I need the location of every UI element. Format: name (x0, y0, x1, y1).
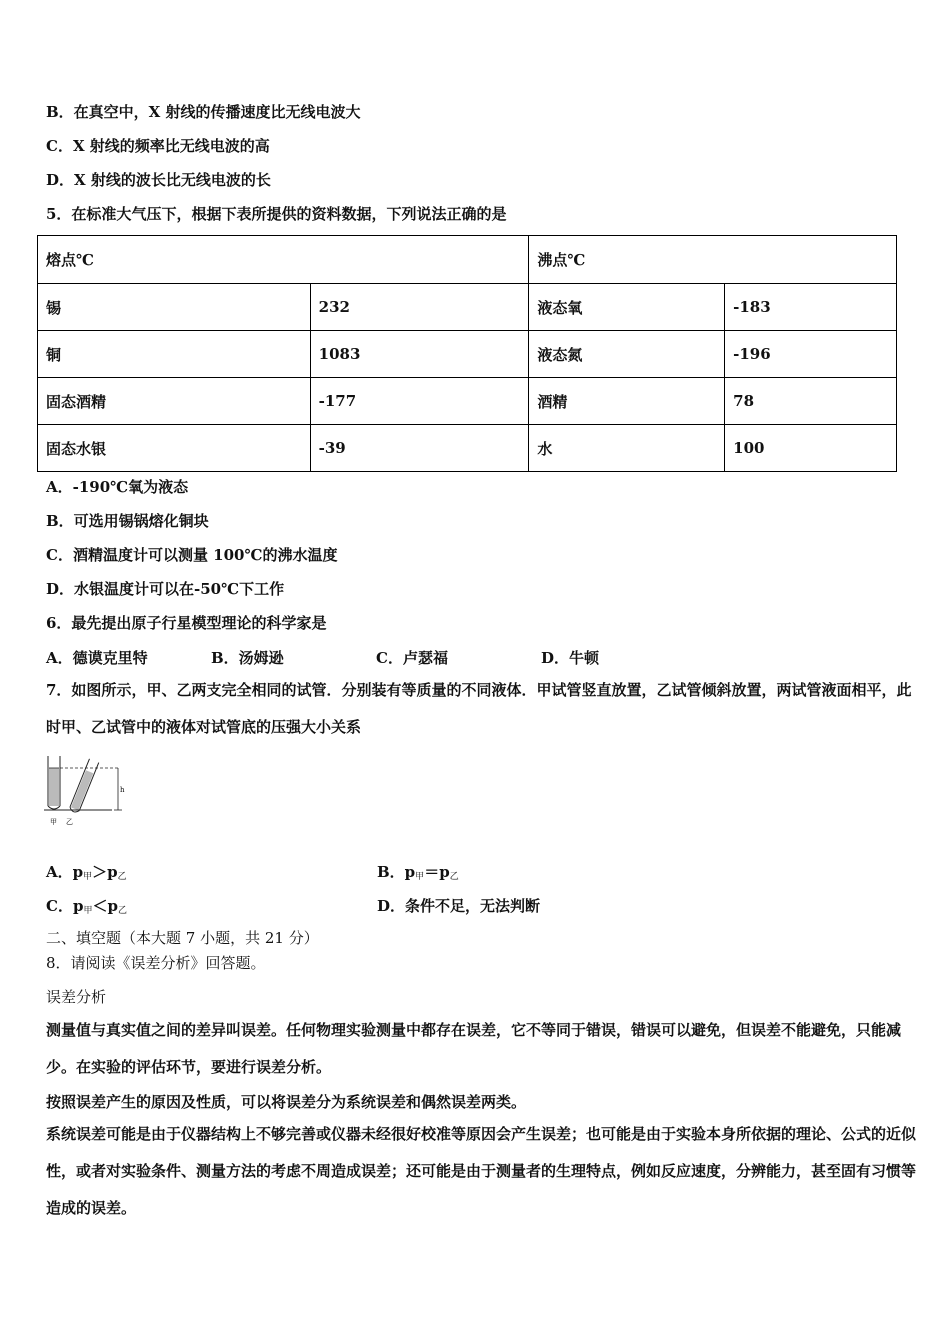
article-paragraph-2: 按照误差产生的原因及性质，可以将误差分为系统误差和偶然误差两类。 (46, 1093, 527, 1111)
q6-option-c: C．卢瑟福 (376, 649, 448, 667)
option-text: C．p (46, 897, 84, 915)
table-cell: 100 (725, 425, 897, 472)
option-text: A．p (46, 863, 84, 881)
article-title: 误差分析 (46, 988, 107, 1006)
q4-option-d: D．X 射线的波长比无线电波的长 (46, 171, 271, 189)
q5-option-d: D．水银温度计可以在-50℃下工作 (46, 580, 285, 598)
q6-stem: 6．最先提出原子行星模型理论的科学家是 (46, 614, 327, 632)
q6-option-b: B．汤姆逊 (211, 649, 284, 667)
q7-option-a (46, 861, 127, 882)
table-header-row (38, 236, 897, 284)
subscript-jia: 甲 (415, 872, 425, 882)
section-2-title: 二、填空题（本大题 7 小题，共 21 分） (46, 929, 319, 947)
q7-stem: 7．如图所示，甲、乙两支完全相同的试管．分别装有等质量的不同液体．甲试管竖直放置，乙试管倾斜放置，两试管液面相平，此时甲、乙试管中的液体对试管底的压强大小关系 (46, 681, 912, 736)
table-cell: 固态水银 (38, 425, 311, 472)
table-cell: 水 (529, 425, 725, 472)
q6-option-a: A．德谟克里特 (46, 649, 148, 667)
option-relation: ＝p (424, 863, 450, 881)
header-melting-point: 熔点℃ (38, 236, 529, 284)
tube-yi (69, 759, 99, 814)
table-cell: -177 (310, 378, 529, 425)
subscript-jia: 甲 (83, 872, 93, 882)
article-paragraph-1: 测量值与真实值之间的差异叫误差。任何物理实验测量中都存在误差，它不等同于错误，错误可以避免，但误差不能避免，只能减少。在实验的评估环节，要进行误差分析。 (46, 1021, 902, 1076)
q7-option-b (377, 861, 459, 882)
label-jia: 甲 (50, 818, 57, 826)
table-cell: 1083 (310, 331, 529, 378)
table-cell: 铜 (38, 331, 311, 378)
q5-option-a: A．-190℃氧为液态 (46, 478, 189, 496)
subscript-yi: 乙 (449, 872, 459, 882)
table-cell: 酒精 (529, 378, 725, 425)
q5-stem: 5．在标准大气压下，根据下表所提供的资料数据，下列说法正确的是 (46, 205, 507, 223)
q7-option-d: D．条件不足，无法判断 (377, 897, 541, 915)
option-relation: ＜p (92, 897, 118, 915)
table-cell: 232 (310, 284, 529, 331)
option-relation: ＞p (92, 863, 118, 881)
option-text: B．p (377, 863, 416, 881)
melting-boiling-table (37, 235, 897, 472)
q8-stem: 8．请阅读《误差分析》回答题。 (46, 954, 266, 972)
table-row (38, 425, 897, 472)
table-cell: -39 (310, 425, 529, 472)
test-tubes-figure (40, 752, 140, 826)
table-cell: 固态酒精 (38, 378, 311, 425)
table-cell: 液态氮 (529, 331, 725, 378)
label-h: h (120, 786, 125, 794)
q5-option-c: C．酒精温度计可以测量 100℃的沸水温度 (46, 546, 338, 564)
table-cell: 锡 (38, 284, 311, 331)
table-row (38, 378, 897, 425)
subscript-yi: 乙 (117, 872, 127, 882)
article-paragraph-3: 系统误差可能是由于仪器结构上不够完善或仪器未经很好校准等原因会产生误差；也可能是由于实验本身所依据的理论、公式的近似性，或者对实验条件、测量方法的考虑不周造成误差；还可能是由于测量者的生理特点，例如反应速度，分辨能力，甚至固有习惯等造成的误差。 (46, 1125, 917, 1217)
q7-option-c (46, 895, 127, 916)
subscript-jia: 甲 (83, 906, 93, 916)
table-cell: 78 (725, 378, 897, 425)
header-boiling-point: 沸点℃ (529, 236, 897, 284)
table-cell: -183 (725, 284, 897, 331)
q5-option-b: B．可选用锡锅熔化铜块 (46, 512, 209, 530)
table-row (38, 331, 897, 378)
subscript-yi: 乙 (117, 906, 127, 916)
tube-jia (48, 756, 60, 809)
table-cell: -196 (725, 331, 897, 378)
table-cell: 液态氧 (529, 284, 725, 331)
q4-option-c: C．X 射线的频率比无线电波的高 (46, 137, 270, 155)
label-yi: 乙 (66, 818, 73, 826)
q4-option-b: B．在真空中，X 射线的传播速度比无线电波大 (46, 103, 361, 121)
table-row (38, 284, 897, 331)
q6-option-d: D．牛顿 (541, 649, 600, 667)
